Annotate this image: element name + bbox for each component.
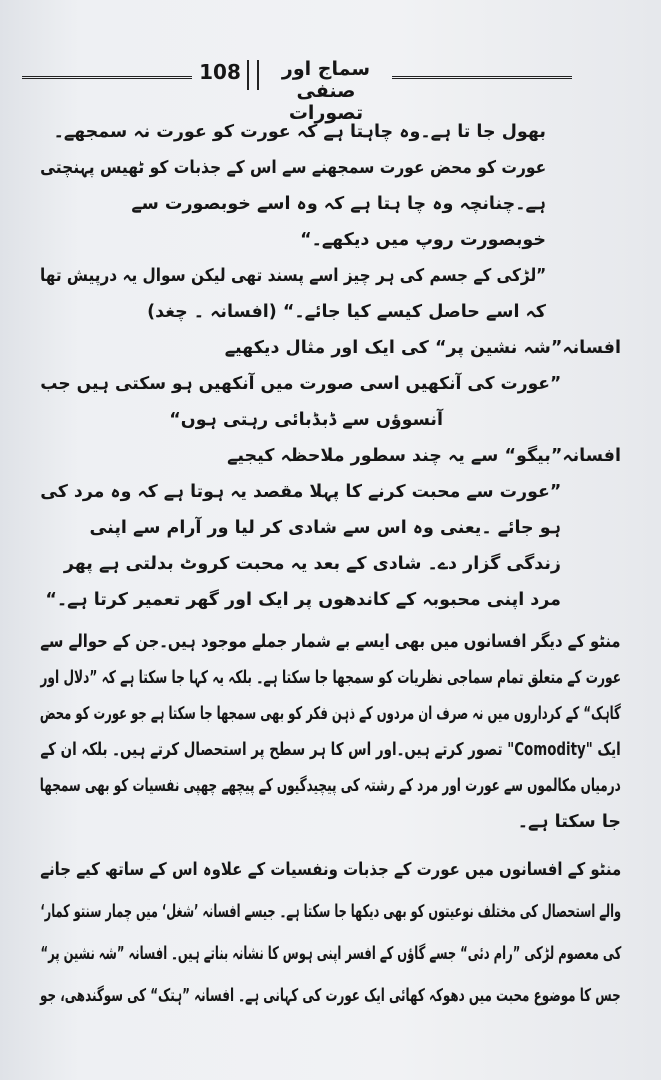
- text-line: آنسوؤں سے ڈبڈبائی رہتی ہوں“: [169, 410, 443, 430]
- text-line: مرد اپنی محبوبہ کے کاندھوں پر ایک اور گھر تعمیر کرتا ہے۔“: [45, 590, 561, 610]
- text-line: ”لڑکی کے جسم کی ہر چیز اسے پسند تھی لیکن سوال یہ درپیش تھا: [39, 266, 546, 286]
- text-line: کی معصوم لڑکی ”رام دئی“ جسے گاؤں کے افسر اپنی ہوس کا نشانہ بناتے ہیں۔ افسانہ ”شہ نشین پر“: [40, 944, 621, 964]
- text-line: بھول جا تا ہے۔وہ چاہتا ہے کہ عورت کو عورت نہ سمجھے۔: [53, 122, 546, 142]
- text-line: جس کا موضوع محبت میں دھوکہ کھائی ایک عورت کی کہانی ہے۔ افسانہ ”ہتک“ کی سوگندھی، جو: [40, 986, 621, 1006]
- text-line: ”عورت سے محبت کرنے کا پہلا مقصد یہ ہوتا ہے کہ وہ مرد کی: [39, 482, 561, 502]
- text-line: منٹو کے دیگر افسانوں میں بھی ایسے بے شمار جملے موجود ہیں۔جن کے حوالے سے: [40, 632, 621, 652]
- text-line: افسانہ”بیگو“ سے یہ چند سطور ملاحظہ کیجیے: [227, 446, 621, 466]
- text-line: ہو جائے ۔یعنی وہ اس سے شادی کر لیا ور آرام سے اپنی: [89, 518, 561, 538]
- header-rule-right: [392, 76, 572, 79]
- text-line: افسانہ”شہ نشین پر“ کی ایک اور مثال دیکھیے: [224, 338, 621, 358]
- text-line: جا سکتا ہے۔: [517, 812, 621, 832]
- text-line: منٹو کے افسانوں میں عورت کے جذبات ونفسیات کے علاوہ اس کے ساتھ کیے جانے: [40, 860, 621, 880]
- header-rule-left: [22, 76, 192, 79]
- text-line: والے استحصال کی مختلف نوعیتوں کو بھی دیکھا جا سکتا ہے۔ جیسے افسانہ ’شغل‘ میں چمار سنتو کمار‘: [40, 902, 621, 922]
- text-line: ”عورت کی آنکھیں اسی صورت میں آنکھیں ہو سکتی ہیں جب: [40, 374, 561, 394]
- text-line: زندگی گزار دے۔ شادی کے بعد یہ محبت کروٹ بدلتی ہے پھر: [63, 554, 561, 574]
- text-line: ایک "Comodity" تصور کرتے ہیں۔اور اس کا ہر سطح پر استحصال کرتے ہیں۔ بلکہ ان کے: [40, 740, 621, 760]
- text-line: خوبصورت روپ میں دیکھے۔“: [300, 230, 546, 250]
- text-line: درمیاں مکالموں سے عورت اور مرد کے رشتہ کی پیچیدگیوں کے پیچھے چھپی نفسیات کو بھی سمجھا: [39, 776, 621, 796]
- header-separator: [247, 60, 259, 90]
- text-line: کہ اسے حاصل کیسے کیا جائے۔“ (افسانہ ۔ چغد): [147, 302, 546, 322]
- page-header: [0, 58, 661, 124]
- text-line: عورت کو محض عورت سمجھنے سے اس کے جذبات کو ٹھیس پہنچتی: [39, 158, 546, 178]
- text-line: ہے۔چنانچہ وہ چا ہتا ہے کہ وہ اسے خوبصورت سے: [131, 194, 546, 214]
- text-line: گاہک“ کے کرداروں میں نہ صرف ان مردوں کے ذہن فکر کو بھی سمجھا جا سکتا ہے جو عورت کو محض: [40, 704, 621, 724]
- page-number: 108: [199, 60, 241, 84]
- text-line: عورت کے متعلق تمام سماجی نظریات کو سمجھا جا سکتا ہے۔ بلکہ یہ کہا جا سکتا ہے کہ ”دلال اور: [40, 668, 621, 688]
- running-title: سماج اور صنفی تصورات: [281, 58, 371, 124]
